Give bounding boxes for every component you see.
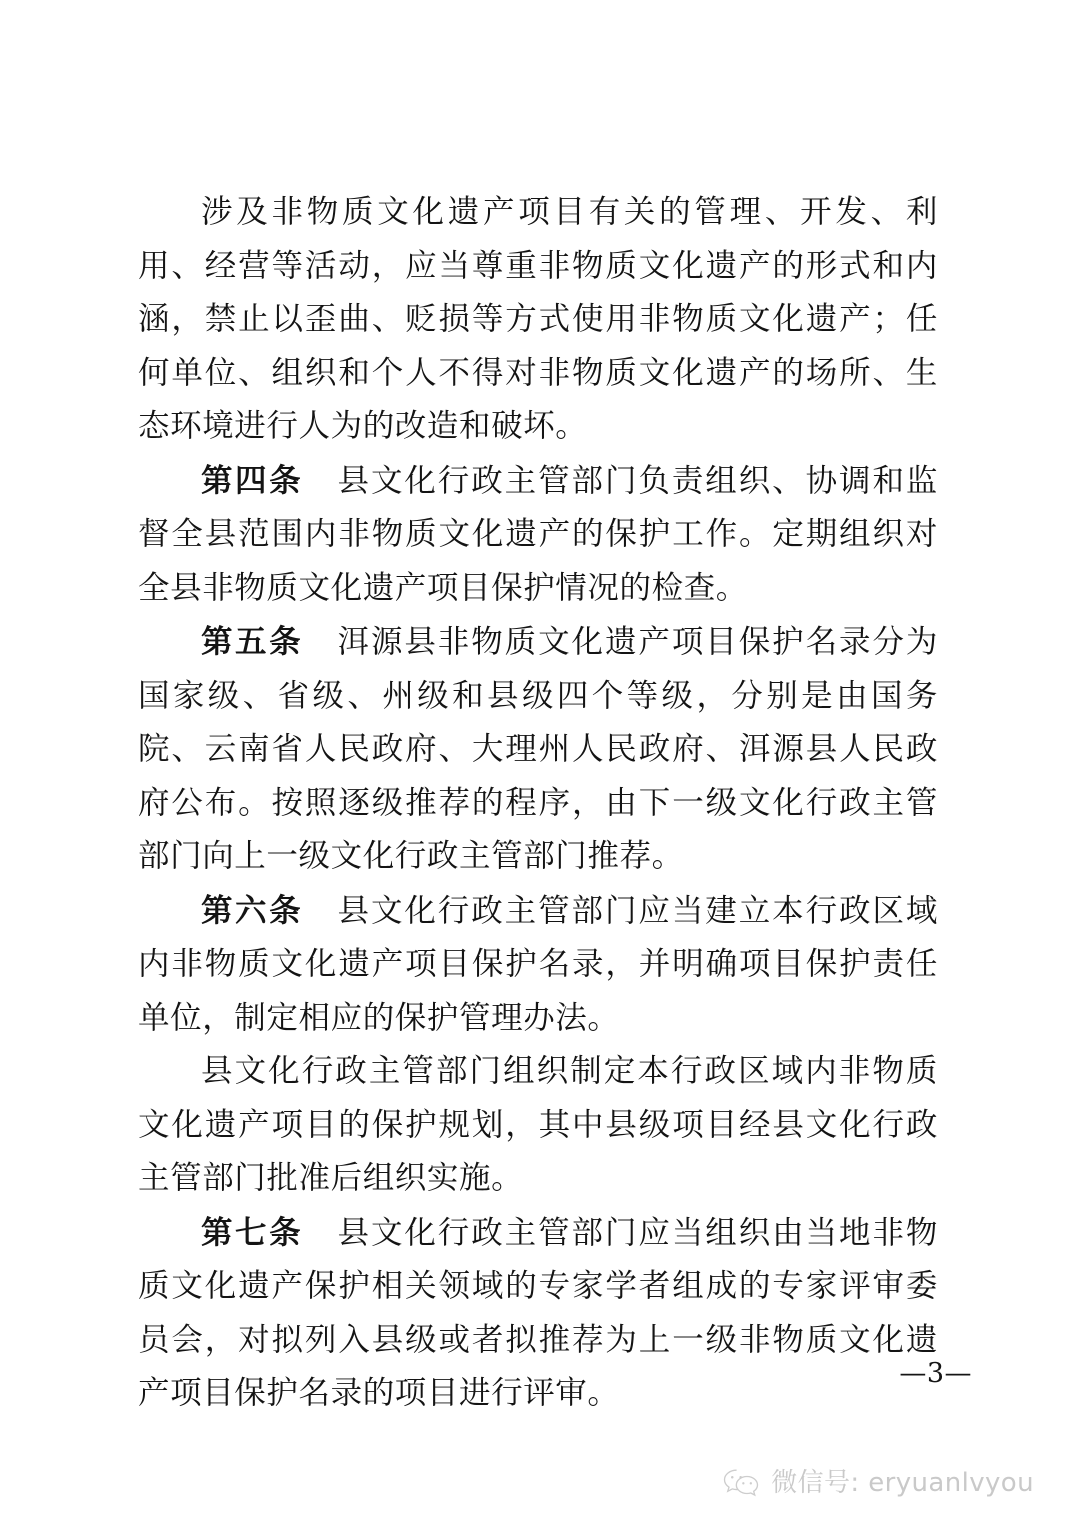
article-label-5: 第五条 xyxy=(201,623,304,660)
page-number: —3— xyxy=(899,1358,972,1389)
paragraph-article-6 xyxy=(138,884,938,1046)
paragraph-preamble xyxy=(138,186,938,454)
paragraph-article-5 xyxy=(138,615,938,884)
article-label-7: 第七条 xyxy=(201,1213,304,1251)
wechat-watermark xyxy=(722,1466,1034,1500)
paragraph-article-4 xyxy=(138,454,938,616)
article-label-6: 第六条 xyxy=(201,891,304,929)
paragraph-article-7 xyxy=(138,1206,938,1421)
paragraph-text: 县文化行政主管部门应当组织由当地非物质文化遗产保护相关领域的专家学者组成的专家评审委员会，对拟列入县级或者拟推荐为上一级非物质文化遗产项目保护名录的项目进行评审。 xyxy=(138,1214,938,1411)
wechat-watermark-text: 微信号: eryuanlvyou xyxy=(771,1468,1034,1498)
paragraph-text: 县文化行政主管部门应当建立本行政区域内非物质文化遗产项目保护名录，并明确项目保护责任单位，制定相应的保护管理办法。 xyxy=(138,892,938,1036)
paragraph-text: 涉及非物质文化遗产项目有关的管理、开发、利用、经营等活动，应当尊重非物质文化遗产的形式和内涵，禁止以歪曲、贬损等方式使用非物质文化遗产；任何单位、组织和个人不得对非物质文化遗产的场所、生态环境进行人为的改造和破坏。 xyxy=(138,194,938,444)
paragraph-text: 县文化行政主管部门负责组织、协调和监督全县范围内非物质文化遗产的保护工作。定期组织对全县非物质文化遗产项目保护情况的检查。 xyxy=(138,462,938,606)
paragraph-article-6-continuation xyxy=(138,1045,938,1206)
paragraph-text: 洱源县非物质文化遗产项目保护名录分为国家级、省级、州级和县级四个等级，分别是由国务院、云南省人民政府、大理州人民政府、洱源县人民政府公布。按照逐级推荐的程序，由下一级文化行政主管部门向上一级文化行政主管部门推荐。 xyxy=(138,624,938,874)
wechat-icon xyxy=(722,1466,762,1500)
article-label-4: 第四条 xyxy=(201,461,304,499)
document-text-body xyxy=(138,186,938,1421)
paragraph-text: 县文化行政主管部门组织制定本行政区域内非物质文化遗产项目的保护规划，其中县级项目经县文化行政主管部门批准后组织实施。 xyxy=(138,1053,938,1196)
